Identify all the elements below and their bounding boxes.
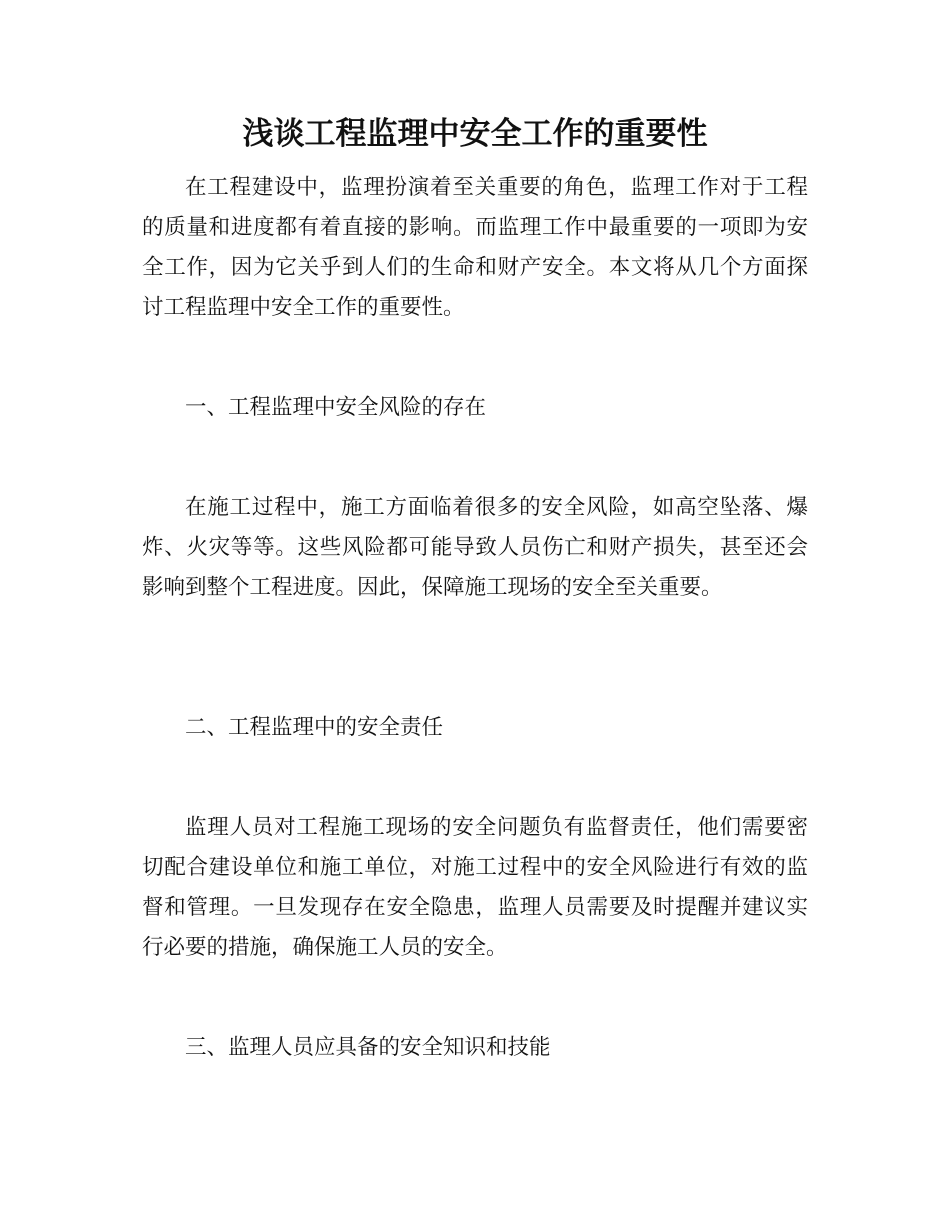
section-heading-2: 二、工程监理中的安全责任: [185, 715, 444, 740]
intro-paragraph: 在工程建设中，监理扮演着至关重要的角色，监理工作对于工程的质量和进度都有着直接的影响。而监理工作中最重要的一项即为安全工作，因为它关乎到人们的生命和财产安全。本文将从几个方面探讨工程监理中安全工作的重要性。: [142, 175, 808, 320]
document-title: 浅谈工程监理中安全工作的重要性: [242, 116, 708, 152]
section-heading-3: 三、监理人员应具备的安全知识和技能: [185, 1035, 551, 1060]
section-body-2: 监理人员对工程施工现场的安全问题负有监督责任，他们需要密切配合建设单位和施工单位，对施工过程中的安全风险进行有效的监督和管理。一旦发现存在安全隐患，监理人员需要及时提醒并建议实行必要的措施，确保施工人员的安全。: [142, 815, 808, 960]
section-body-1: 在施工过程中，施工方面临着很多的安全风险，如高空坠落、爆炸、火灾等等。这些风险都可能导致人员伤亡和财产损失，甚至还会影响到整个工程进度。因此，保障施工现场的安全至关重要。: [142, 495, 808, 600]
section-heading-1: 一、工程监理中安全风险的存在: [185, 395, 487, 420]
